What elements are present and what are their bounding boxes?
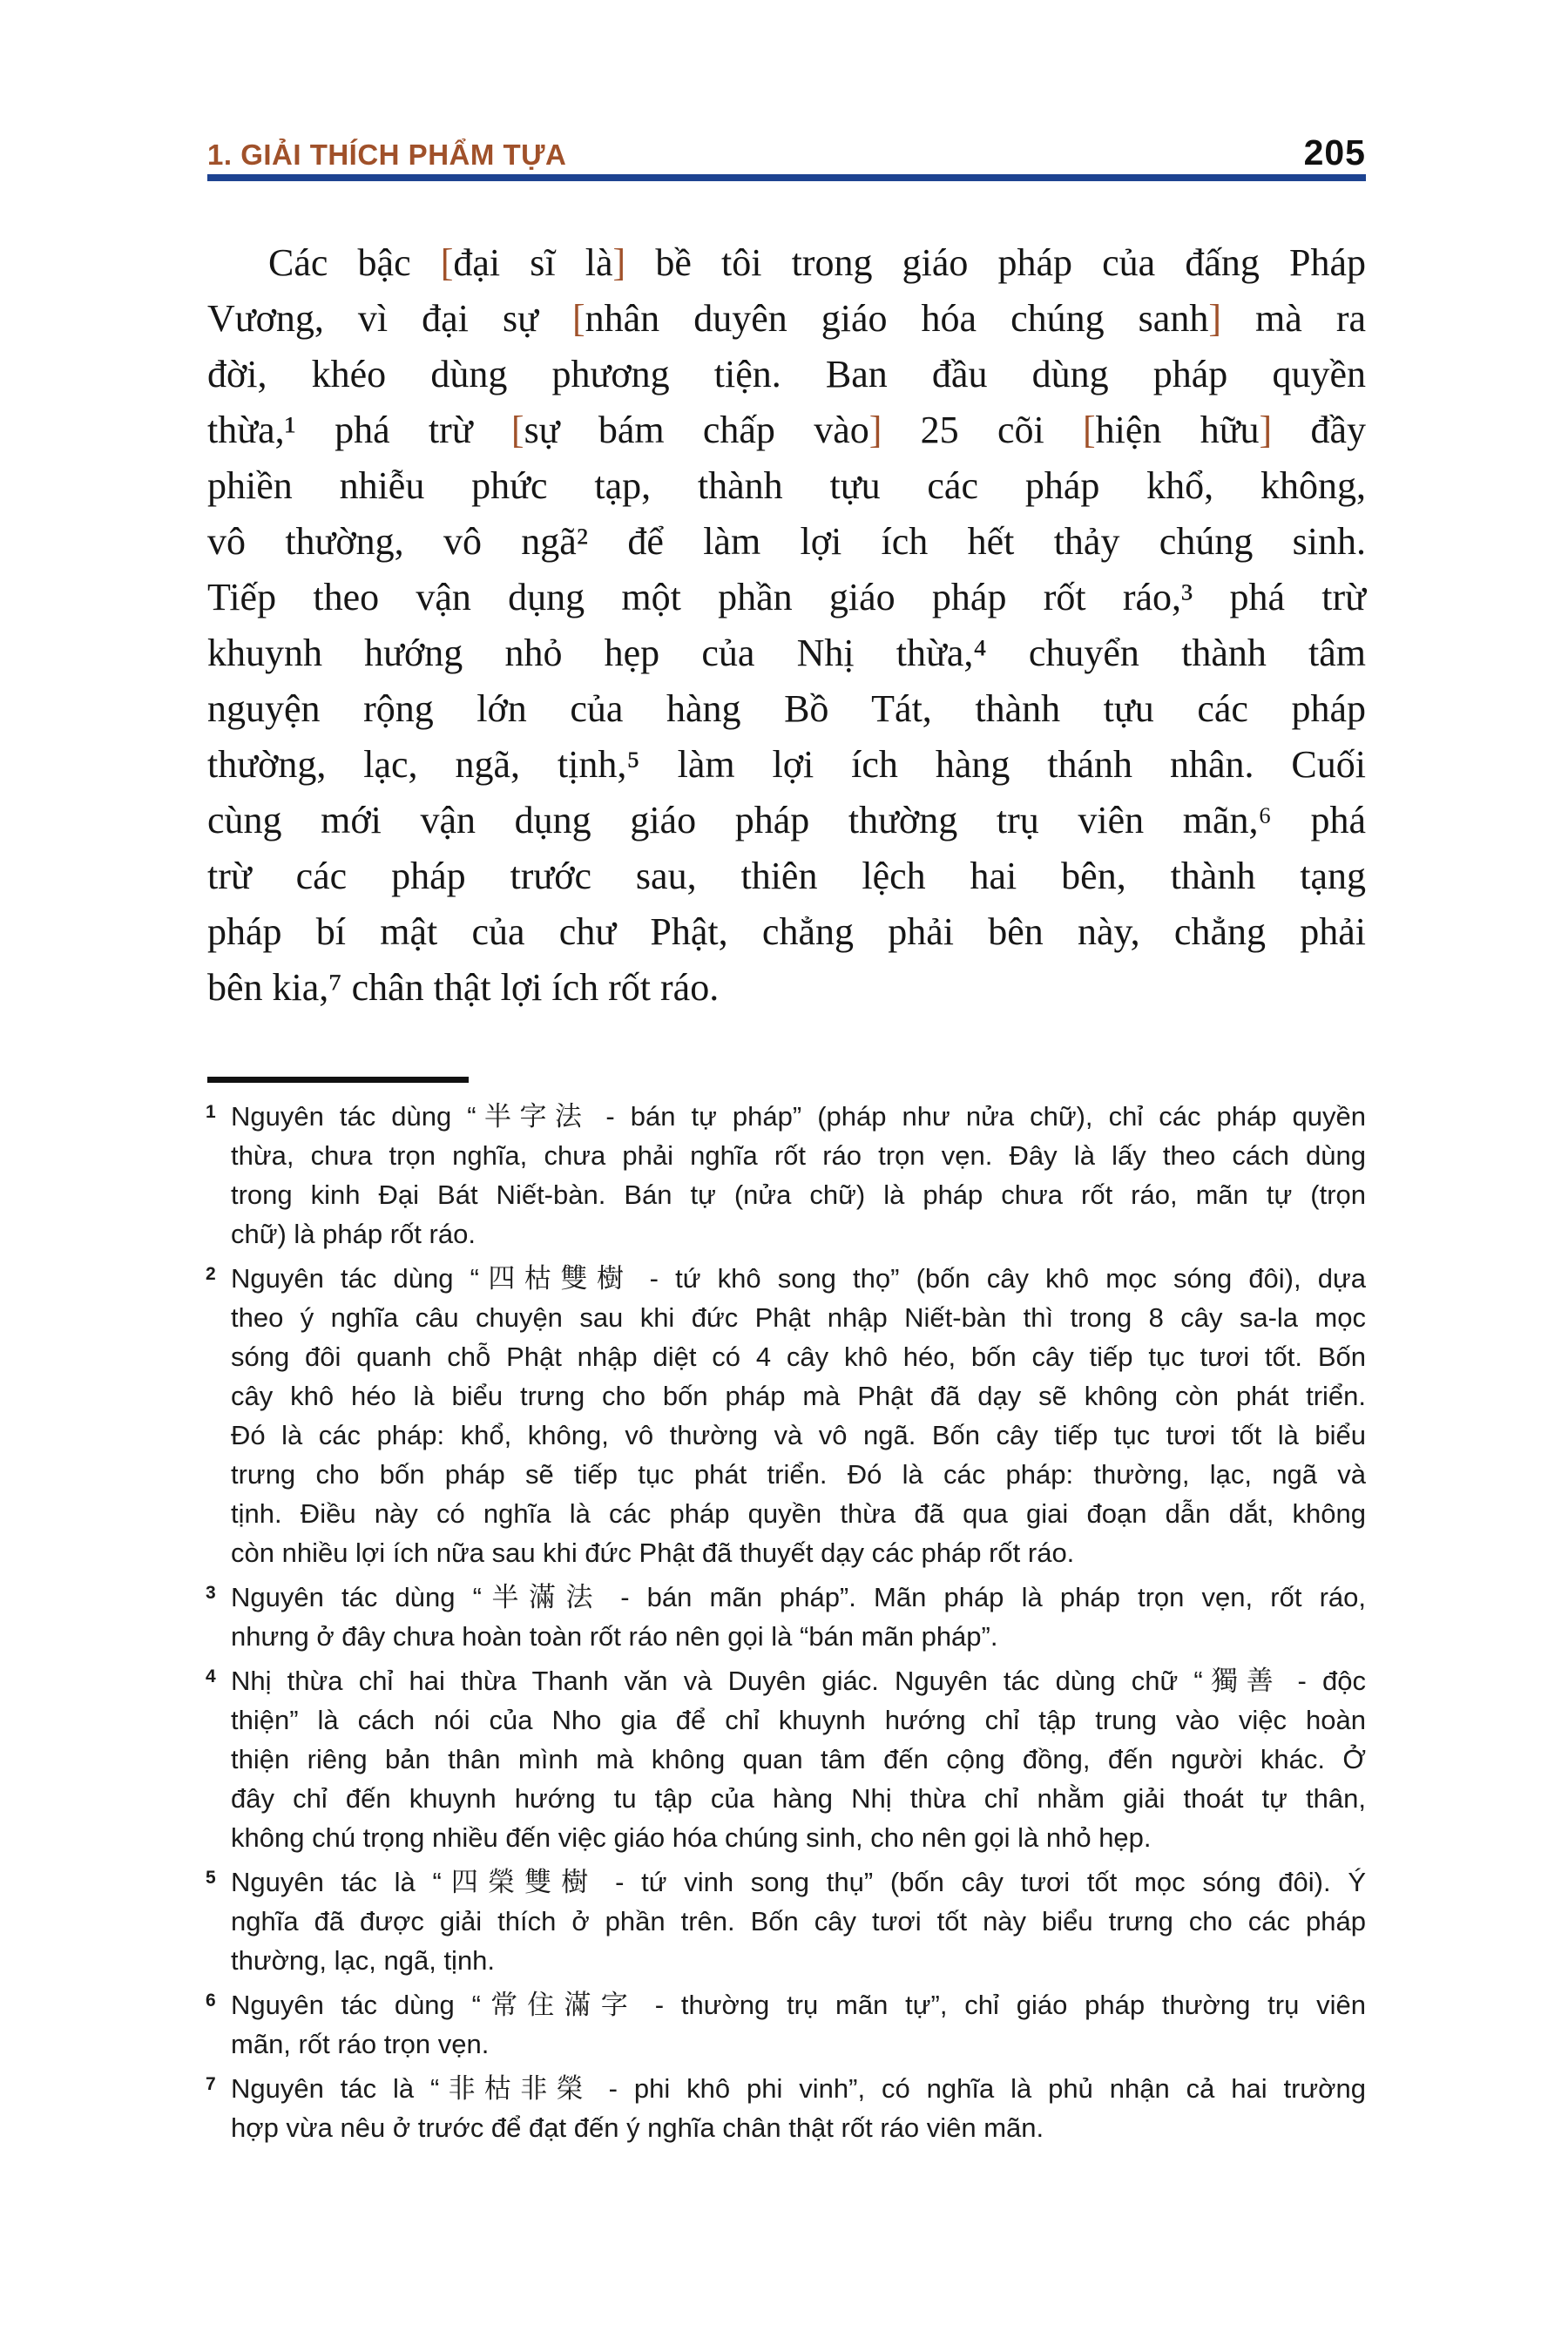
footnote-marker: 3 <box>206 1583 216 1603</box>
footnote-line: hợp vừa nêu ở trước để đạt đến ý nghĩa chân thật rốt ráo viên mãn. <box>231 2112 1044 2143</box>
footnotes-section <box>207 1097 1366 2147</box>
body-line: trừ các pháp trước sau, thiên lệch hai bên, thành tạng <box>207 855 1366 897</box>
footnote-line: thiện” là cách nói của Nho gia để chỉ khuynh hướng chỉ tập trung vào việc hoàn <box>231 1705 1366 1735</box>
footnote-line: Nguyên tác dùng “四枯雙樹 - tứ khô song thọ” (bốn cây khô mọc sóng đôi), dựa <box>231 1263 1366 1294</box>
bracket-open: [ <box>1083 409 1096 451</box>
body-line: thường, lạc, ngã, tịnh,⁵ làm lợi ích hàng thánh nhân. Cuối <box>207 743 1366 786</box>
body-line: đời, khéo dùng phương tiện. Ban đầu dùng pháp quyền <box>207 353 1366 395</box>
footnote <box>207 1578 1366 1656</box>
footnote-line: tịnh. Điều này có nghĩa là các pháp quyền thừa đã qua giai đoạn dẫn dắt, không <box>231 1498 1366 1529</box>
footnote-line: trưng cho bốn pháp sẽ tiếp tục phát triển. Đó là các pháp: thường, lạc, ngã và <box>231 1459 1366 1490</box>
footnote-line: Đó là các pháp: khổ, không, vô thường và vô ngã. Bốn cây tiếp tục tươi tốt là biểu <box>231 1420 1366 1450</box>
footnote-marker: 4 <box>206 1666 216 1686</box>
footnote-line: Nguyên tác dùng “常住滿字 - thường trụ mãn tự”, chỉ giáo pháp thường trụ viên <box>231 1990 1366 2020</box>
body-line: Vương, vì đại sự [nhân duyên giáo hóa chúng sanh] mà ra <box>207 297 1367 340</box>
body-line: phiền nhiễu phức tạp, thành tựu các pháp khổ, không, <box>207 464 1366 507</box>
footnote-line: Nguyên tác là “非枯非榮 - phi khô phi vinh”, có nghĩa là phủ nhận cả hai trường <box>231 2073 1366 2104</box>
footnote-line: chữ) là pháp rốt ráo. <box>231 1219 476 1249</box>
footnote-line: đây chỉ đến khuynh hướng tu tập của hàng Nhị thừa chỉ nhằm giải thoát tự thân, <box>231 1783 1366 1814</box>
bracket-close: ] <box>1208 297 1221 340</box>
footnote-line: mãn, rốt ráo trọn vẹn. <box>231 2029 490 2059</box>
footnote-marker: 2 <box>206 1264 216 1284</box>
bracket-open: [ <box>440 241 454 284</box>
page-number: 205 <box>1303 132 1366 172</box>
body-line: khuynh hướng nhỏ hẹp của Nhị thừa,⁴ chuyển thành tâm <box>207 632 1366 674</box>
body-line: cùng mới vận dụng giáo pháp thường trụ viên mãn,⁶ phá <box>207 799 1366 841</box>
running-header <box>207 132 1366 172</box>
footnote-line: sóng đôi quanh chỗ Phật nhập diệt có 4 cây khô héo, bốn cây tiếp tục tươi tốt. Bốn <box>231 1342 1366 1372</box>
footnote-line: Nhị thừa chỉ hai thừa Thanh văn và Duyên giác. Nguyên tác dùng chữ “獨善 - độc <box>231 1666 1366 1696</box>
body-line: bên kia,⁷ chân thật lợi ích rốt ráo. <box>207 966 720 1009</box>
footnote-line: Nguyên tác là “四榮雙樹 - tứ vinh song thụ” (bốn cây tươi tốt mọc sóng đôi). Ý <box>231 1867 1366 1897</box>
footnote-marker: 7 <box>206 2074 216 2094</box>
footnote-line: thừa, chưa trọn nghĩa, chưa phải nghĩa rốt ráo trọn vẹn. Đây là lấy theo cách dùng <box>231 1140 1366 1171</box>
body-line: thừa,¹ phá trừ [sự bám chấp vào] 25 cõi [hiện hữu] đầy <box>207 409 1367 451</box>
header-rule <box>207 174 1366 181</box>
bracket-close: ] <box>1259 409 1273 451</box>
chapter-title: 1. GIẢI THÍCH PHẨM TỰA <box>207 139 567 171</box>
body-line: pháp bí mật của chư Phật, chẳng phải bên này, chẳng phải <box>207 910 1366 953</box>
body-line: Tiếp theo vận dụng một phần giáo pháp rốt ráo,³ phá trừ <box>207 576 1366 618</box>
footnote-line: thường, lạc, ngã, tịnh. <box>231 1945 496 1976</box>
bracket-open: [ <box>571 297 585 340</box>
footnote <box>207 1661 1366 1857</box>
footnote-marker: 1 <box>206 1102 216 1122</box>
footnote <box>207 1862 1366 1980</box>
footnote <box>207 2069 1366 2147</box>
footnote-line: không chú trọng nhiều đến việc giáo hóa chúng sinh, cho nên gọi là nhỏ hẹp. <box>231 1822 1152 1853</box>
footnote-line: còn nhiều lợi ích nữa sau khi đức Phật đã thuyết dạy các pháp rốt ráo. <box>231 1538 1075 1568</box>
footnote-line: Nguyên tác dùng “半字法 - bán tự pháp” (pháp như nửa chữ), chỉ các pháp quyền <box>231 1101 1366 1132</box>
body-line: vô thường, vô ngã² để làm lợi ích hết thảy chúng sinh. <box>207 520 1366 563</box>
bracket-close: ] <box>612 241 626 284</box>
footnote <box>207 1985 1366 2064</box>
body-line: Các bậc [đại sĩ là] bề tôi trong giáo pháp của đấng Pháp <box>268 241 1367 284</box>
footnote-line: theo ý nghĩa câu chuyện sau khi đức Phật nhập Niết-bàn thì trong 8 cây sa-la mọc <box>231 1302 1366 1333</box>
bracket-close: ] <box>868 409 882 451</box>
bracket-open: [ <box>510 409 524 451</box>
footnote <box>207 1259 1366 1572</box>
footnote-line: thiện riêng bản thân mình mà không quan tâm đến cộng đồng, đến người khác. Ở <box>231 1744 1366 1774</box>
footnote-line: cây khô héo là biểu trưng cho bốn pháp mà Phật đã dạy sẽ không còn phát triển. <box>231 1381 1366 1411</box>
footnote-line: trong kinh Đại Bát Niết-bàn. Bán tự (nửa chữ) là pháp chưa rốt ráo, mãn tự (trọn <box>231 1179 1366 1210</box>
footnote <box>207 1097 1366 1254</box>
footnote-divider <box>207 1077 469 1083</box>
footnote-line: nghĩa đã được giải thích ở phần trên. Bốn cây tươi tốt này biểu trưng cho các pháp <box>231 1906 1366 1936</box>
footnote-marker: 5 <box>206 1868 216 1888</box>
footnote-marker: 6 <box>206 1990 216 2011</box>
body-line: nguyện rộng lớn của hàng Bồ Tát, thành tựu các pháp <box>207 687 1366 730</box>
footnote-line: nhưng ở đây chưa hoàn toàn rốt ráo nên gọi là “bán mãn pháp”. <box>231 1621 998 1652</box>
footnote-line: Nguyên tác dùng “半滿法 - bán mãn pháp”. Mãn pháp là pháp trọn vẹn, rốt ráo, <box>231 1582 1366 1612</box>
body-paragraph <box>207 235 1366 1016</box>
